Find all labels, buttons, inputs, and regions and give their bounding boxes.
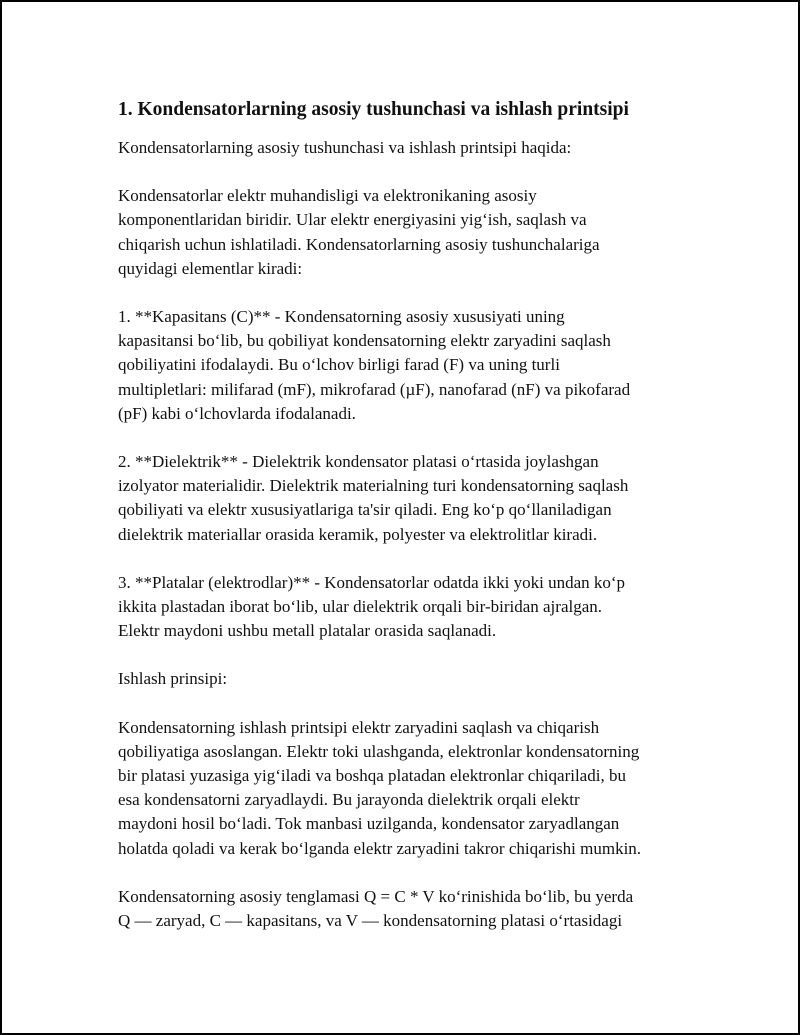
text-line: komponentlaridan biridir. Ular elektr energiyasini yig‘ish, saqlash va [118,210,587,230]
text-line: izolyator materialidir. Dielektrik materialning turi kondensatorning saqlash [118,476,629,496]
paragraph-equation [118,885,693,933]
text-line: Elektr maydoni ushbu metall platalar orasida saqlanadi. [118,621,497,641]
paragraph-plates [118,571,693,644]
section-heading: 1. Kondensatorlarning asosiy tushunchasi va ishlash printsipi [118,99,629,120]
text-line: Kondensatorlarning asosiy tushunchasi va ishlash printsipi haqida: [118,138,572,157]
text-line: 3. **Platalar (elektrodlar)** - Kondensatorlar odatda ikki yoki undan ko‘p [118,572,626,592]
text-line: Kondensatorlar elektr muhandisligi va elektronikaning asosiy [118,186,537,206]
text-line: Kondensatorning ishlash printsipi elektr zaryadini saqlash va chiqarish [118,717,600,737]
text-line: Ishlash prinsipi: [118,669,228,689]
text-line: kapasitansi bo‘lib, bu qobiliyat kondensatorning elektr zaryadini saqlash [118,331,611,351]
text-line: 2. **Dielektrik** - Dielektrik kondensator platasi o‘rtasida joylashgan [118,452,599,472]
text-line: qobiliyati va elektr xususiyatlariga ta'sir qiladi. Eng ko‘p qo‘llaniladigan [118,500,612,520]
paragraph-principle [118,716,693,861]
text-line: esa kondensatorni zaryadlaydi. Bu jarayonda dielektrik orqali elektr [118,790,580,810]
text-line: quyidagi elementlar kiradi: [118,258,303,278]
text-line: multipletlari: milifarad (mF), mikrofarad (µF), nanofarad (nF) va pikofarad [118,379,631,399]
text-line: Q — zaryad, C — kapasitans, va V — kondensatorning platasi o‘rtasidagi [118,911,623,931]
text-line: maydoni hosil bo‘ladi. Tok manbasi uzilganda, kondensator zaryadlangan [118,814,620,834]
text-line: dielektrik materiallar orasida keramik, polyester va elektrolitlar kiradi. [118,524,598,544]
text-line: bir platasi yuzasiga yig‘iladi va boshqa platadan elektronlar chiqariladi, bu [118,766,626,786]
document-body [118,95,693,957]
text-line: Kondensatorning asosiy tenglamasi Q = C * V ko‘rinishida bo‘lib, bu yerda [118,886,634,906]
text-line: chiqarish uchun ishlatiladi. Kondensatorlarning asosiy tushunchalariga [118,234,600,254]
text-line: (pF) kabi o‘lchovlarda ifodalanadi. [118,403,356,423]
paragraph-intro [118,136,693,160]
text-line: 1. **Kapasitans (C)** - Kondensatorning asosiy xususiyati uning [118,307,565,327]
text-line: ikkita plastadan iborat bo‘lib, ular dielektrik orqali bir-biridan ajralgan. [118,597,603,617]
text-line: qobiliyatiga asoslangan. Elektr toki ulashganda, elektronlar kondensatorning [118,741,640,761]
paragraph-capacitance [118,305,693,426]
paragraph-principle-title [118,667,693,691]
paragraph-overview [118,184,693,281]
paragraph-dielectric [118,450,693,547]
text-line: qobiliyatini ifodalaydi. Bu o‘lchov birligi farad (F) va uning turli [118,355,560,375]
text-line: holatda qoladi va kerak bo‘lganda elektr zaryadini takror chiqarishi mumkin. [118,838,642,858]
